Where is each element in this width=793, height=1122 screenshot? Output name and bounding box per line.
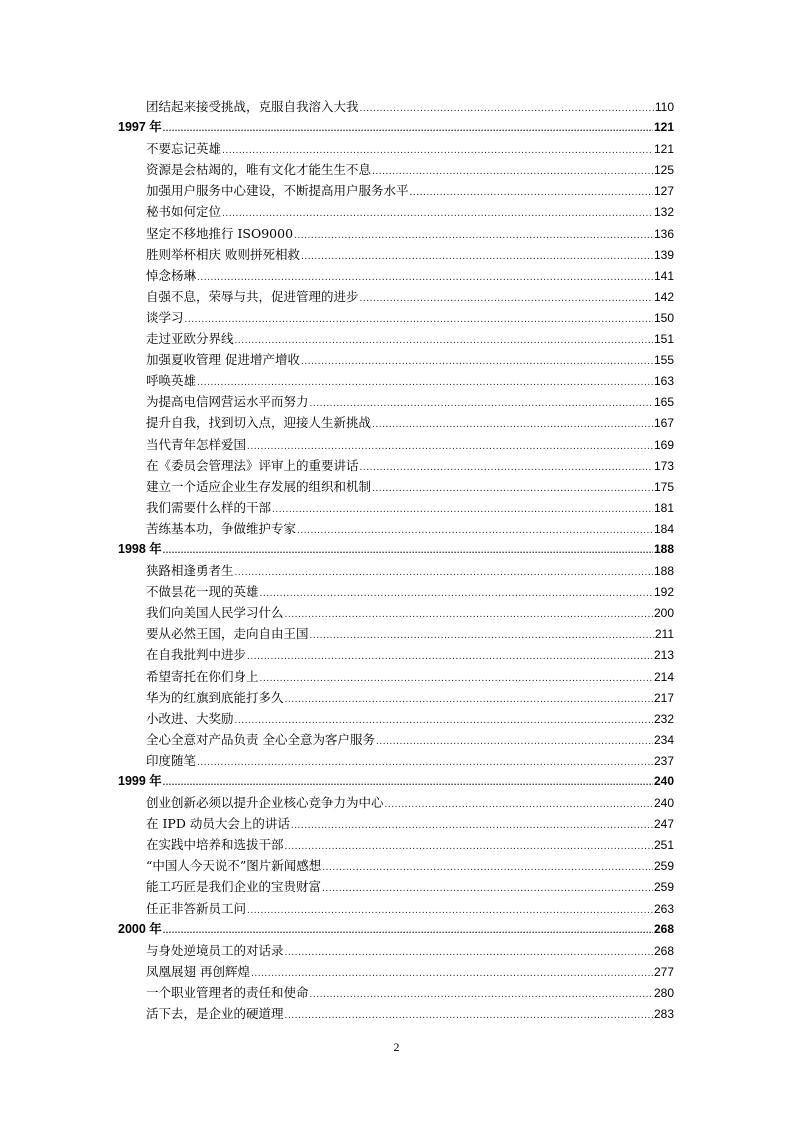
toc-leader-dots (285, 605, 653, 626)
toc-year-heading[interactable] (118, 771, 674, 792)
toc-entry-title: 能工巧匠是我们企业的宝贵财富 (146, 879, 322, 895)
toc-entry-title: 提升自我，找到切入点，迎接人生新挑战 (146, 415, 372, 431)
toc-leader-dots (272, 500, 653, 521)
toc-leader-dots (251, 964, 653, 985)
toc-entry[interactable] (118, 223, 674, 244)
toc-entry-page: 240 (653, 774, 674, 788)
toc-year-heading[interactable] (118, 539, 674, 560)
toc-entry[interactable] (118, 180, 674, 201)
toc-entry-page: 259 (653, 859, 674, 874)
toc-entry[interactable] (118, 982, 674, 1003)
toc-entry-title: 资源是会枯竭的，唯有文化才能生生不息 (146, 162, 372, 178)
toc-entry[interactable] (118, 834, 674, 855)
toc-entry[interactable] (118, 434, 674, 455)
toc-entry[interactable] (118, 159, 674, 180)
toc-entry-page: 188 (653, 564, 674, 579)
toc-leader-dots (360, 458, 653, 479)
toc-entry-page: 155 (653, 353, 674, 368)
toc-entry[interactable] (118, 581, 674, 602)
toc-entry[interactable] (118, 687, 674, 708)
toc-entry-title: 在 IPD 动员大会上的讲话 (146, 816, 290, 832)
toc-leader-dots (163, 118, 653, 139)
toc-leader-dots (372, 479, 653, 500)
toc-leader-dots (310, 985, 653, 1006)
toc-entry-title: 小改进、大奖励 (146, 710, 234, 726)
toc-entry-page: 150 (653, 310, 674, 325)
toc-leader-dots (301, 247, 653, 268)
toc-entry-title: 团结起来接受挑战，克服自我溶入大我 (146, 99, 359, 114)
toc-entry-title: 我们需要什么样的干部 (146, 499, 272, 515)
toc-entry[interactable] (118, 813, 674, 834)
toc-entry-page: 217 (653, 690, 674, 705)
toc-leader-dots (372, 415, 653, 436)
toc-entry-page: 136 (653, 226, 674, 241)
toc-entry[interactable] (118, 855, 674, 876)
toc-entry-title: 一个职业管理者的责任和使命 (146, 984, 309, 1000)
toc-entry[interactable] (118, 201, 674, 222)
toc-year-heading[interactable] (118, 117, 674, 138)
toc-leader-dots (285, 1006, 653, 1027)
toc-leader-dots (385, 795, 653, 816)
toc-entry-title: 当代青年怎样爱国 (146, 436, 247, 452)
toc-entry-title: 不要忘记英雄 (146, 141, 222, 157)
toc-entry-title: 活下去，是企业的硬道理 (146, 1006, 284, 1022)
toc-entry-title: 全心全意对产品负责 全心全意为客户服务 (146, 731, 375, 747)
toc-entry[interactable] (118, 244, 674, 265)
toc-entry[interactable] (118, 940, 674, 961)
toc-entry-title: 狭路相逢勇者生 (146, 563, 234, 579)
toc-entry-page: 280 (653, 985, 674, 1000)
toc-leader-dots (291, 816, 653, 837)
toc-entry-title: 印度随笔 (146, 752, 197, 768)
toc-entry[interactable] (118, 560, 674, 581)
toc-entry[interactable] (118, 876, 674, 897)
toc-entry-page: 211 (654, 627, 674, 642)
toc-entry-page: 232 (653, 711, 674, 726)
toc-leader-dots (163, 772, 653, 793)
toc-leader-dots (260, 584, 653, 605)
toc-entry[interactable] (118, 455, 674, 476)
toc-entry[interactable] (118, 518, 674, 539)
toc-entry-page: 169 (653, 437, 674, 452)
toc-entry-page: 151 (653, 332, 674, 347)
page-number: 2 (393, 1040, 400, 1054)
toc-entry[interactable] (118, 792, 674, 813)
toc-entry-title: 悼念杨琳 (146, 267, 197, 283)
toc-entry-page: 181 (653, 500, 674, 515)
toc-entry[interactable] (118, 265, 674, 286)
toc-entry-page: 184 (653, 521, 674, 536)
toc-entry-page: 240 (653, 796, 674, 811)
toc-entry-title: 任正非答新员工问 (146, 900, 247, 916)
toc-entry[interactable] (118, 961, 674, 982)
toc-entry-page: 251 (653, 838, 674, 853)
toc-entry-page: 121 (653, 142, 674, 157)
toc-entry[interactable] (118, 328, 674, 349)
toc-entry-page: 213 (653, 648, 674, 663)
toc-entry-page: 165 (653, 395, 674, 410)
toc-leader-dots (285, 690, 653, 711)
toc-entry-title: 加强夏收管理 促进增产增收 (146, 352, 300, 368)
toc-entry-title: 呼唤英雄 (146, 373, 197, 389)
toc-entry-title: 胜则举杯相庆 败则拼死相救 (146, 246, 300, 262)
toc-entry[interactable] (118, 708, 674, 729)
toc-entry-title: 建立一个适应企业生存发展的组织和机制 (146, 478, 372, 494)
toc-entry-title: 希望寄托在你们身上 (146, 668, 259, 684)
toc-entry-page: 200 (653, 606, 674, 621)
toc-entry-page: 268 (653, 943, 674, 958)
toc-leader-dots (322, 879, 653, 900)
toc-leader-dots (322, 858, 653, 879)
toc-entry-title: 不做昙花一现的英雄 (146, 584, 259, 600)
toc-entry-page: 167 (653, 416, 674, 431)
toc-entry-page: 277 (653, 964, 674, 979)
toc-entry-page: 188 (653, 541, 674, 556)
toc-entry-page: 132 (653, 205, 674, 220)
toc-leader-dots (360, 99, 654, 120)
toc-entry-title: 要从必然王国，走向自由王国 (146, 626, 309, 642)
toc-leader-dots (235, 563, 653, 584)
toc-entry-page: 263 (653, 901, 674, 916)
toc-entry-page: 121 (653, 120, 674, 135)
toc-entry[interactable] (118, 391, 674, 412)
toc-entry-title: 谈学习 (146, 309, 184, 325)
toc-entry-title: 在《委员会管理法》评审上的重要讲话 (146, 457, 359, 473)
toc-entry-title: 华为的红旗到底能打多久 (146, 689, 284, 705)
toc-entry-page: 142 (653, 289, 674, 304)
toc-entry-page: 283 (653, 1007, 674, 1022)
toc-entry[interactable] (118, 750, 674, 771)
toc-entry-page: 237 (653, 753, 674, 768)
toc-entry-title: 为提高电信网营运水平而努力 (146, 394, 309, 410)
toc-entry-title: “中国人今天说不”图片新闻感想 (146, 858, 322, 874)
toc-entry-page: 268 (653, 921, 674, 936)
toc-entry-title: 在自我批判中进步 (146, 647, 247, 663)
toc-entry-title: 加强用户服务中心建设，不断提高用户服务水平 (146, 183, 409, 199)
toc-entry-title: 我们向美国人民学习什么 (146, 605, 284, 621)
toc-entry-page: 175 (653, 479, 674, 494)
toc-entry-page: 141 (653, 268, 674, 283)
table-of-contents (118, 96, 674, 1024)
toc-entry-page: 173 (653, 458, 674, 473)
toc-entry-page: 139 (653, 247, 674, 262)
toc-entry-page: 125 (653, 163, 674, 178)
toc-entry-title: 创业创新必须以提升企业核心竞争力为中心 (146, 795, 384, 811)
toc-entry[interactable] (118, 412, 674, 433)
toc-leader-dots (185, 310, 653, 331)
toc-leader-dots (285, 837, 653, 858)
toc-leader-dots (247, 647, 653, 668)
toc-entry[interactable] (118, 349, 674, 370)
toc-entry-page: 127 (653, 184, 674, 199)
toc-entry-title: 在实践中培养和选拔干部 (146, 837, 284, 853)
toc-entry-page: 163 (653, 374, 674, 389)
toc-leader-dots (197, 753, 653, 774)
toc-entry[interactable] (118, 602, 674, 623)
toc-entry-title: 自强不息，荣辱与共，促进管理的进步 (146, 288, 359, 304)
toc-entry[interactable] (118, 898, 674, 919)
toc-leader-dots (301, 352, 653, 373)
toc-entry-title: 苦练基本功，争做维护专家 (146, 520, 297, 536)
toc-entry[interactable] (118, 729, 674, 750)
toc-entry-title: 凤凰展翅 再创辉煌 (146, 963, 250, 979)
toc-entry-page: 259 (653, 880, 674, 895)
toc-entry[interactable] (118, 623, 674, 644)
toc-entry-title: 1997 年 (118, 120, 162, 135)
toc-entry-page: 234 (653, 732, 674, 747)
toc-leader-dots (360, 289, 653, 310)
toc-leader-dots (372, 162, 653, 183)
toc-entry[interactable] (118, 138, 674, 159)
toc-entry[interactable] (118, 1003, 674, 1024)
toc-leader-dots (260, 669, 653, 690)
toc-entry[interactable] (118, 370, 674, 391)
toc-entry-page: 192 (653, 585, 674, 600)
toc-entry[interactable] (118, 666, 674, 687)
toc-leader-dots (285, 943, 653, 964)
toc-entry-page: 110 (654, 100, 674, 114)
toc-leader-dots (410, 183, 653, 204)
toc-leader-dots (247, 901, 653, 922)
toc-entry-title: 1998 年 (118, 541, 162, 556)
toc-entry[interactable] (118, 644, 674, 665)
toc-entry-title: 与身处逆境员工的对话录 (146, 942, 284, 958)
toc-leader-dots (376, 732, 653, 753)
toc-leader-dots (294, 226, 653, 247)
toc-entry[interactable] (118, 96, 674, 117)
toc-entry[interactable] (118, 286, 674, 307)
toc-leader-dots (163, 920, 653, 941)
toc-entry-title: 秘书如何定位 (146, 204, 222, 220)
toc-entry-title: 走过亚欧分界线 (146, 331, 234, 347)
toc-entry-title: 1999 年 (118, 774, 162, 788)
toc-entry-title: 坚定不移地推行 ISO9000 (146, 225, 294, 241)
toc-entry[interactable] (118, 307, 674, 328)
toc-leader-dots (310, 626, 654, 647)
toc-leader-dots (163, 540, 653, 561)
toc-entry-page: 247 (653, 817, 674, 832)
toc-year-heading[interactable] (118, 919, 674, 940)
toc-entry-title: 2000 年 (118, 921, 162, 936)
toc-entry[interactable] (118, 497, 674, 518)
toc-leader-dots (297, 521, 653, 542)
toc-entry-page: 214 (653, 669, 674, 684)
toc-entry[interactable] (118, 476, 674, 497)
